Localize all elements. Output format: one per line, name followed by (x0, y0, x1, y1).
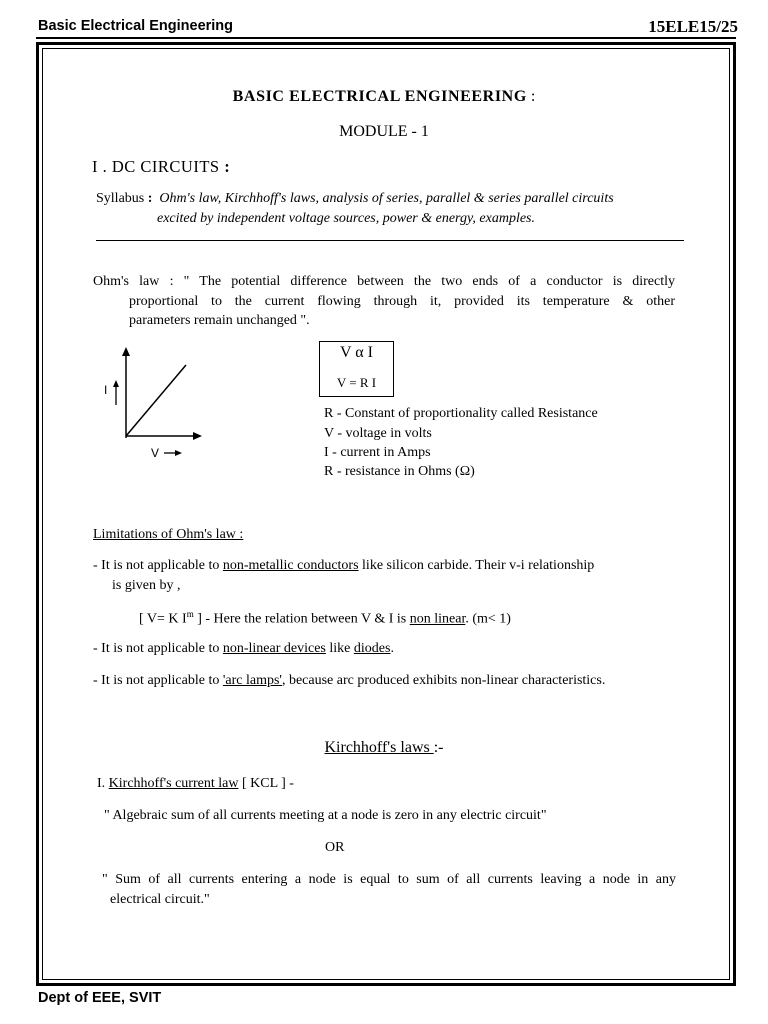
definition-r: R - Constant of proportionality called Resistance (324, 406, 598, 421)
nonlinear-formula-line: [ V= K $I^m$ ] - Here the relation between V & I is non linear. (m< 1) (139, 609, 511, 627)
ohms-law-line-3: parameters remain unchanged ". (129, 313, 310, 328)
kcl-statement-2 (102, 870, 676, 910)
graph-linear-line (126, 365, 186, 436)
definition-i: I - current in Amps (324, 445, 431, 460)
page-frame-inner (42, 48, 730, 980)
section-heading: I . DC CIRCUITS : (92, 157, 231, 176)
proportional-formula: V α I (340, 344, 373, 361)
kcl-title: I. Kirchhoff's current law [ KCL ] - (97, 776, 294, 791)
kcl-statement-2-line-1: " Sum of all currents entering a node is equal to sum of all currents leaving a node in any (102, 872, 676, 887)
graph-x-axis-arrow (193, 432, 202, 440)
current-direction-arrowhead (113, 380, 119, 387)
graph-x-label: V (151, 446, 160, 460)
syllabus-line-2: excited by independent voltage sources, power & energy, examples. (157, 211, 536, 226)
syllabus-line-1: Syllabus : Ohm's law, Kirchhoff's laws, analysis of series, parallel & series parallel circuits (96, 191, 614, 206)
kcl-or: OR (325, 840, 345, 855)
ohms-law-line-1: Ohm's law : " The potential difference between the two ends of a conductor is directly (93, 274, 675, 289)
ohms-law-line-2: proportional to the current flowing through it, provided its temperature & other (129, 293, 675, 309)
limitations-heading: Limitations of Ohm's law : (93, 527, 244, 542)
page-title: BASIC ELECTRICAL ENGINEERING : (232, 88, 536, 105)
kcl-statement-1: " Algebraic sum of all currents meeting at a node is zero in any electric circuit" (104, 808, 547, 823)
voltage-direction-arrowhead (175, 450, 182, 456)
limitation-3: - It is not applicable to 'arc lamps', because arc produced exhibits non-linear characteristics. (93, 673, 606, 688)
graph-y-axis-arrow (122, 347, 130, 356)
syllabus-divider (96, 240, 684, 241)
ohms-equation: V = R I (336, 375, 377, 390)
header-rule (36, 37, 736, 39)
definition-resistance: R - resistance in Ohms (Ω) (324, 464, 475, 479)
ohms-law-paragraph (93, 272, 675, 331)
kcl-statement-2-line-2: electrical circuit." (110, 892, 210, 907)
limitation-2: - It is not applicable to non-linear devices like diodes. (93, 641, 394, 656)
footer-department: Dept of EEE, SVIT (38, 990, 162, 1006)
header-left-title: Basic Electrical Engineering (38, 18, 234, 34)
limitation-1-line-1: - It is not applicable to non-metallic conductors like silicon carbide. Their v-i relationship (93, 558, 595, 573)
header-course-code: 15ELE15/25 (648, 17, 738, 36)
kirchhoff-heading: Kirchhoff's laws :- (324, 739, 444, 756)
definition-v: V - voltage in volts (324, 426, 432, 441)
limitation-1-line-2: is given by , (112, 578, 181, 593)
module-heading: MODULE - 1 (339, 123, 429, 140)
graph-y-label: I (104, 383, 108, 397)
